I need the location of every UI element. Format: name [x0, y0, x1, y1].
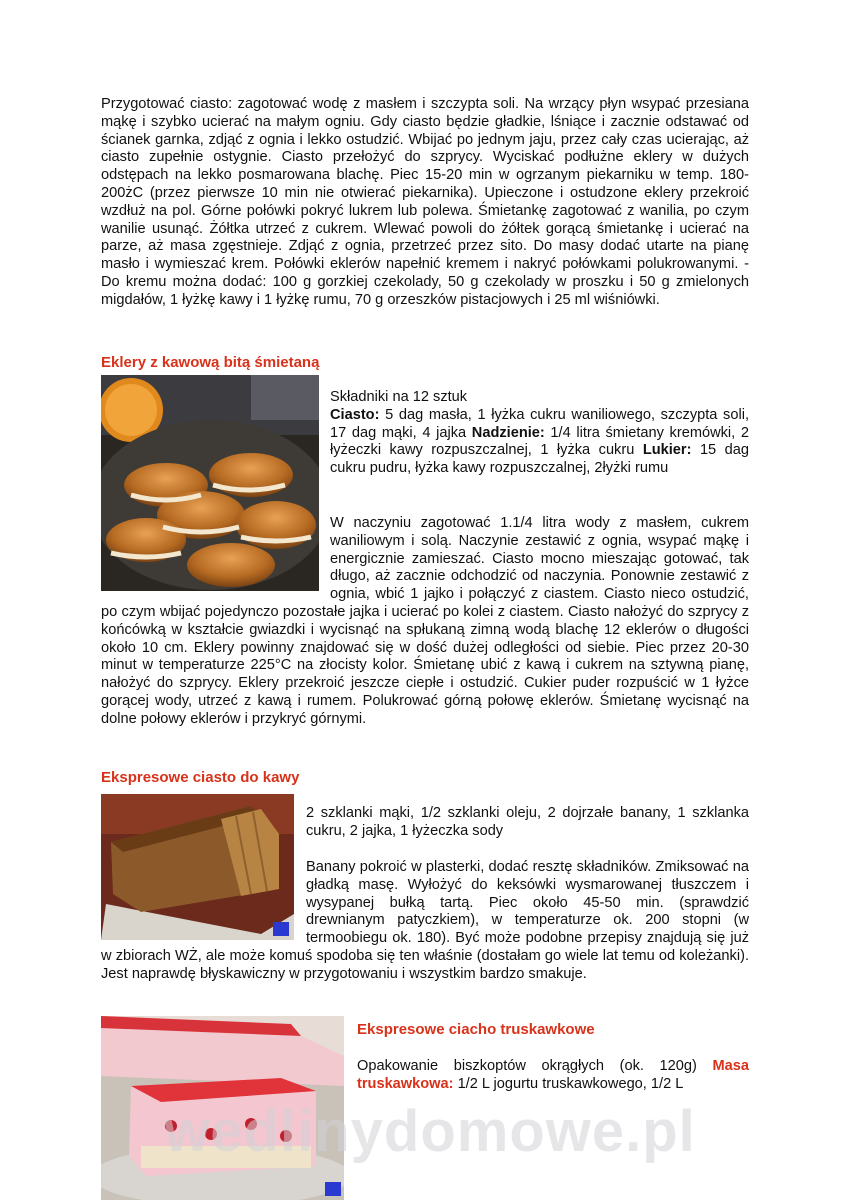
- nadzienie-label: Nadzienie:: [471, 424, 545, 441]
- ciasto-text: 5 dag masła, 1 łyżka cukru waniliowego, szczypta soli, 17 dag mąki, 4 jajka: [330, 406, 749, 441]
- recipe3-text-block: [357, 1058, 749, 1094]
- recipe1-method: [101, 515, 749, 729]
- recipe2-title: Ekspresowe ciasto do kawy: [101, 769, 300, 786]
- recipe1-ingredients-text: [330, 407, 749, 478]
- recipe2-ingredients: [306, 805, 749, 841]
- ciasto-label: Ciasto:: [330, 406, 380, 423]
- recipe3-text: [357, 1058, 749, 1094]
- recipe3-intro: Opakowanie biszkoptów okrągłych (ok. 120g): [357, 1058, 713, 1074]
- recipe1-title: Eklery z kawową bitą śmietaną: [101, 354, 320, 371]
- recipe1-method-text: W naczyniu zagotować 1.1/4 litra wody z masłem, cukrem waniliowym i solą. Naczynie zestawić z ognia, wsypać mąkę i energicznie zamieszać. Ciasto mocno mieszając gotować, tak długo, aż zacznie odchodzić od naczynia. Ponownie zestawić z ognia, wbić 1 jajko i połączyć z ciastem. Ciasto nieco ostudzić, po czym wbijać pojedynczo pozostałe jajka i ucierać po kolei z ciastem. Ciasto nałożyć do szprycy z końcówką w kształcie gwiazdki i wycisnąć na spłukaną zimną wodą blachę 12 eklerów o długości około 10 cm. Eklery powinny znajdować się w dość dużej odległości od siebie. Piec przez 20-30 minut w temperaturze 225°C na złocisty kolor. Śmietanę ubić z kawą i cukrem na sztywną pianę, nałożyć do szprycy. Eklery przekroić jeszcze ciepłe i ostudzić. Cukier puder rozpuścić w 1 łyżce gorącej wody, utrzeć z kawą i rumem. Polukrować górną połowę eklerów. Śmietanę wycisnąć na dolne połowy eklerów i przykryć górnymi.: [101, 515, 749, 727]
- recipe1-ingredients: [330, 389, 749, 478]
- masa-text: 1/2 L jogurtu truskawkowego, 1/2 L: [453, 1075, 684, 1092]
- recipe3-title: Ekspresowe ciacho truskawkowe: [357, 1021, 595, 1038]
- intro-text: Przygotować ciasto: zagotować wodę z masłem i szczypta soli. Na wrzący płyn wsypać przesiana mąkę i szybko ucierać na małym ogniu. Gdy ciasto będzie gładkie, lśniące i zacznie odstawać od ścianek garnka, zdjąć z ognia i lekko ostudzić. Wbijać po jednym jaju, przez cały czas ucierając, aż ciasto zupełnie ostygnie. Ciasto przełożyć do szprycy. Wyciskać podłużne eklery w dużych odstępach na lekko posmarowana blachę. Piec 15-20 min w ogrzanym piekarniku w temp. 180-200żC (przez pierwsze 10 min nie otwierać piekarnika). Upieczone i ostudzone eklery przekroić wzdłuż na pol. Górne połówki pokryć lukrem lub polewa. Śmietankę zagotować z wanilia, po czym wanilie usunąć. Żółtka utrzeć z cukrem. Wlewać powoli do żółtek gorącą śmietankę i ucierać na parze, aż masa zgęstnieje. Zdjąć z ognia, przetrzeć przez sito. Do masy dodać utarte na pianę masło i wymieszać krem. Połówki eklerów napełnić kremem i nakryć połówkami polukrowanymi. - Do kremu można dodać: 100 g gorzkiej czekolady, 50 g czekolady w proszku i 50 g zmielonych migdałów, 1 łyżkę kawy i 1 łyżkę rumu, 70 g orzeszków pistacjowych i 25 ml wiśniówki.: [101, 96, 749, 308]
- masa-label: Masa truskawkowa:: [357, 1058, 749, 1092]
- recipe2-ingredients-text: 2 szklanki mąki, 1/2 szklanki oleju, 2 dojrzałe banany, 1 szklanka cukru, 2 jajka, 1 łyżeczka sody: [306, 805, 749, 839]
- intro-paragraph: [101, 96, 749, 310]
- recipe2-method: [101, 859, 749, 984]
- strawberry-cake-photo: [101, 1016, 344, 1200]
- recipe2-method-text: Banany pokroić w plasterki, dodać resztę składników. Zmiksować na gładką masę. Wyłożyć do keksówki wysmarowanej tłuszczem i wysypanej bułką tartą. Piec około 45-50 min. (sprawdzić drewnianym patyczkiem), w temperaturze ok. 200 stopni (w termoobiegu ok. 180). Być może podobne przepisy znajdują się już w zbiorach WŻ, ale może komuś spodoba się ten właśnie (dostałam go wiele lat temu od koleżanki). Jest naprawdę błyskawiczny w przygotowaniu i wszystkim bardzo smakuje.: [101, 859, 749, 982]
- nadzienie-text: 1/4 litra śmietany kremówki, 2 łyżeczki kawy rozpuszczalnej, 1 łyżka cukru: [330, 424, 749, 459]
- lukier-label: Lukier:: [642, 442, 692, 459]
- watermark: wedlinydomowe.pl: [164, 1099, 696, 1164]
- recipe1-servings: Składniki na 12 sztuk: [330, 389, 468, 405]
- lukier-text: 15 dag cukru pudru, łyżka kawy rozpuszczalnej, 2łyżki rumu: [330, 442, 749, 477]
